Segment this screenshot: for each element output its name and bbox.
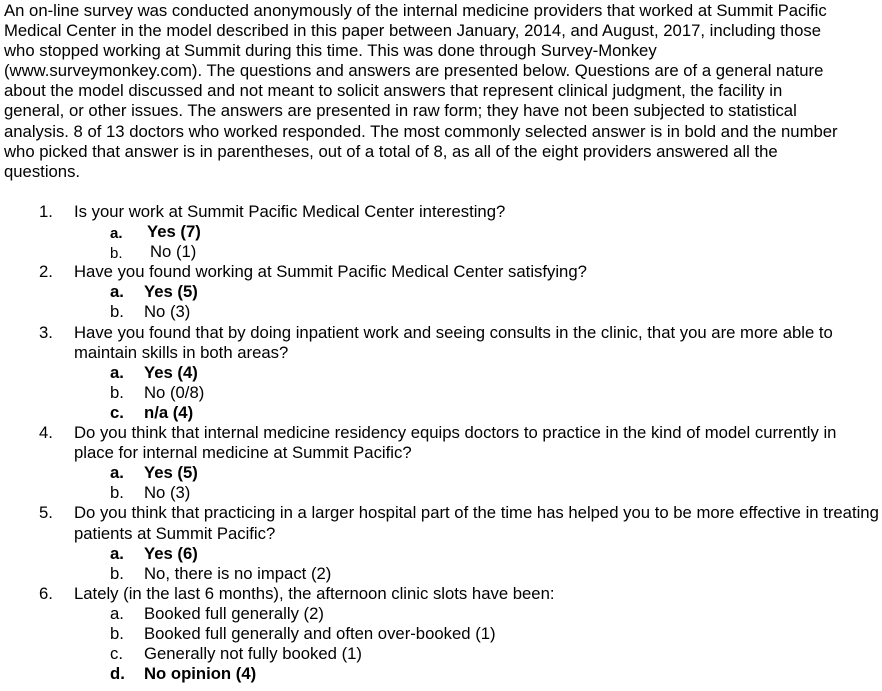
answer-option (0, 463, 882, 483)
answer-letter: d. (110, 664, 125, 684)
question-text: Have you found that by doing inpatient work and seeing consults in the clinic, that you are more able to maintain skills in both areas? (74, 322, 833, 362)
answer-letter: b. (110, 245, 123, 263)
question-number: 6. (39, 583, 53, 603)
answer-text: No (0/8) (144, 382, 205, 402)
answer-text: Generally not fully booked (1) (144, 644, 362, 664)
answer-letter: a. (110, 603, 124, 623)
question-6 (0, 584, 882, 684)
intro-line: general, or other issues. The answers are presented in raw form; they have not been subjected to statistical (4, 101, 797, 121)
answer-text: Yes (4) (144, 362, 198, 382)
question-number: 4. (39, 423, 53, 443)
intro-paragraph (4, 1, 882, 182)
answer-list (0, 463, 882, 503)
question-list (0, 202, 882, 684)
answer-list (0, 604, 882, 684)
intro-line: Medical Center in the model described in this paper between January, 2014, and August, 2017, including those (4, 21, 821, 41)
answer-letter: a. (110, 362, 124, 382)
answer-text: No (1) (150, 242, 197, 262)
answer-text: No (3) (144, 483, 191, 503)
answer-letter: b. (110, 623, 124, 643)
answer-text: No, there is no impact (2) (144, 563, 332, 583)
answer-letter: b. (110, 483, 124, 503)
answer-letter: a. (110, 463, 124, 483)
question-text: Do you think that practicing in a larger hospital part of the time has helped you to be more effective in treating patients at Summit Pacific? (74, 503, 879, 543)
intro-line: (www.surveymonkey.com). The questions and answers are presented below. Questions are of a general nature (4, 61, 824, 81)
answer-option (0, 242, 882, 262)
answer-option (0, 383, 882, 403)
answer-list (0, 544, 882, 584)
question-text: Lately (in the last 6 months), the afternoon clinic slots have been: (74, 583, 555, 603)
answer-text: Yes (5) (144, 282, 198, 302)
answer-option (0, 644, 882, 664)
answer-text: No opinion (4) (144, 664, 257, 684)
question-1 (0, 202, 882, 262)
answer-text: Yes (6) (144, 543, 198, 563)
intro-line: about the model discussed and not meant to solicit answers that represent clinical judgment, the facility in (4, 81, 783, 101)
answer-letter: b. (110, 302, 124, 322)
question-number: 5. (39, 503, 53, 523)
answer-option (0, 624, 882, 644)
question-number: 3. (39, 322, 53, 342)
answer-option (0, 564, 882, 584)
answer-letter: c. (110, 644, 123, 664)
answer-list (0, 222, 882, 262)
answer-letter: a. (110, 282, 124, 302)
answer-text: Booked full generally (2) (144, 603, 324, 623)
question-3 (0, 323, 882, 423)
answer-option (0, 664, 882, 684)
answer-list (0, 282, 882, 322)
answer-text: Booked full generally and often over-booked (1) (144, 623, 496, 643)
intro-line: questions. (4, 161, 81, 181)
answer-option (0, 403, 882, 423)
intro-line: who picked that answer is in parentheses, out of a total of 8, as all of the eight providers answered all the (4, 141, 778, 161)
answer-text: Yes (7) (147, 222, 201, 242)
answer-option (0, 282, 882, 302)
answer-text: Yes (5) (144, 463, 198, 483)
question-2 (0, 262, 882, 322)
intro-line: who stopped working at Summit during this time. This was done through Survey-Monkey (4, 41, 657, 61)
question-text: Have you found working at Summit Pacific Medical Center satisfying? (74, 262, 587, 282)
answer-letter: b. (110, 382, 124, 402)
question-number: 2. (39, 262, 53, 282)
answer-text: No (3) (144, 302, 191, 322)
answer-list (0, 363, 882, 423)
intro-line: analysis. 8 of 13 doctors who worked responded. The most commonly selected answer is in bold and the number (4, 121, 838, 141)
answer-letter: a. (110, 543, 124, 563)
answer-letter: a. (110, 225, 123, 243)
answer-letter: b. (110, 563, 124, 583)
intro-line: An on-line survey was conducted anonymously of the internal medicine providers that worked at Summit Pacific (4, 1, 827, 20)
question-number: 1. (39, 202, 53, 221)
answer-option (0, 544, 882, 564)
question-text: Do you think that internal medicine residency equips doctors to practice in the kind of model currently in place for internal medicine at Summit Pacific? (74, 423, 837, 463)
question-4 (0, 423, 882, 503)
answer-option (0, 604, 882, 624)
answer-option (0, 363, 882, 383)
answer-option (0, 302, 882, 322)
answer-text: n/a (4) (144, 402, 194, 422)
answer-option (0, 222, 882, 242)
question-5 (0, 503, 882, 583)
answer-letter: c. (110, 402, 124, 422)
answer-option (0, 483, 882, 503)
question-text: Is your work at Summit Pacific Medical Center interesting? (74, 202, 506, 221)
